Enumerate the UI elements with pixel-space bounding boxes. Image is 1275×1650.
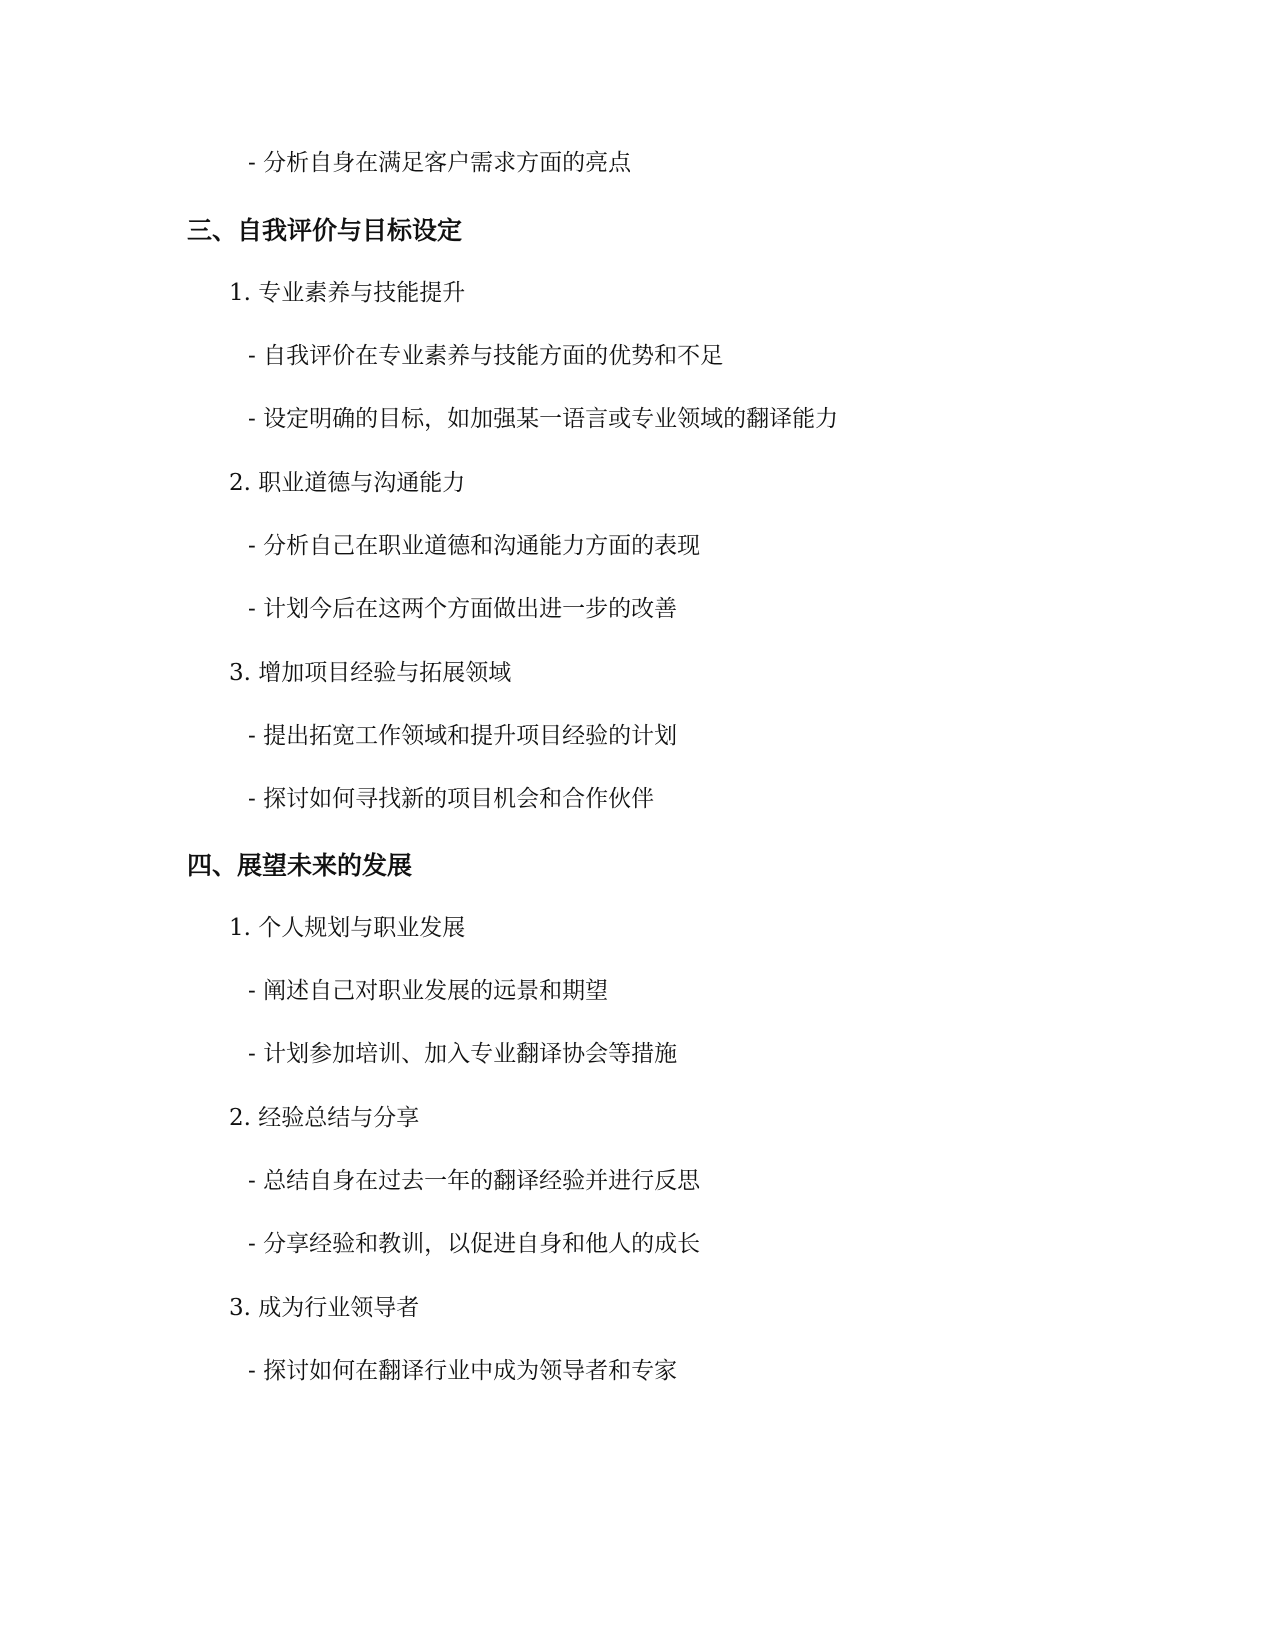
list-subpoint: - 探讨如何在翻译行业中成为领导者和专家	[248, 1358, 678, 1384]
list-subpoint: - 设定明确的目标，如加强某一语言或专业领域的翻译能力	[248, 406, 839, 432]
list-subpoint: - 计划今后在这两个方面做出进一步的改善	[248, 596, 678, 622]
list-subpoint: - 自我评价在专业素养与技能方面的优势和不足	[248, 343, 724, 369]
list-item-title: 3. 增加项目经验与拓展领域	[229, 660, 512, 686]
section-heading-3: 三、自我评价与目标设定	[187, 216, 463, 245]
list-subpoint: - 总结自身在过去一年的翻译经验并进行反思	[248, 1168, 701, 1194]
section-heading-4: 四、展望未来的发展	[187, 851, 413, 880]
list-item-title: 3. 成为行业领导者	[229, 1295, 420, 1321]
list-subpoint: - 分享经验和教训，以促进自身和他人的成长	[248, 1231, 701, 1257]
list-subpoint: - 分析自己在职业道德和沟通能力方面的表现	[248, 533, 701, 559]
list-item-title: 2. 职业道德与沟通能力	[229, 470, 466, 496]
list-subpoint: - 计划参加培训、加入专业翻译协会等措施	[248, 1041, 678, 1067]
list-subpoint: - 探讨如何寻找新的项目机会和合作伙伴	[248, 786, 655, 812]
intro-subpoint: - 分析自身在满足客户需求方面的亮点	[248, 150, 632, 176]
list-item-title: 2. 经验总结与分享	[229, 1105, 420, 1131]
list-item-title: 1. 个人规划与职业发展	[229, 915, 466, 941]
list-subpoint: - 阐述自己对职业发展的远景和期望	[248, 978, 609, 1004]
list-item-title: 1. 专业素养与技能提升	[229, 280, 466, 306]
list-subpoint: - 提出拓宽工作领域和提升项目经验的计划	[248, 723, 678, 749]
